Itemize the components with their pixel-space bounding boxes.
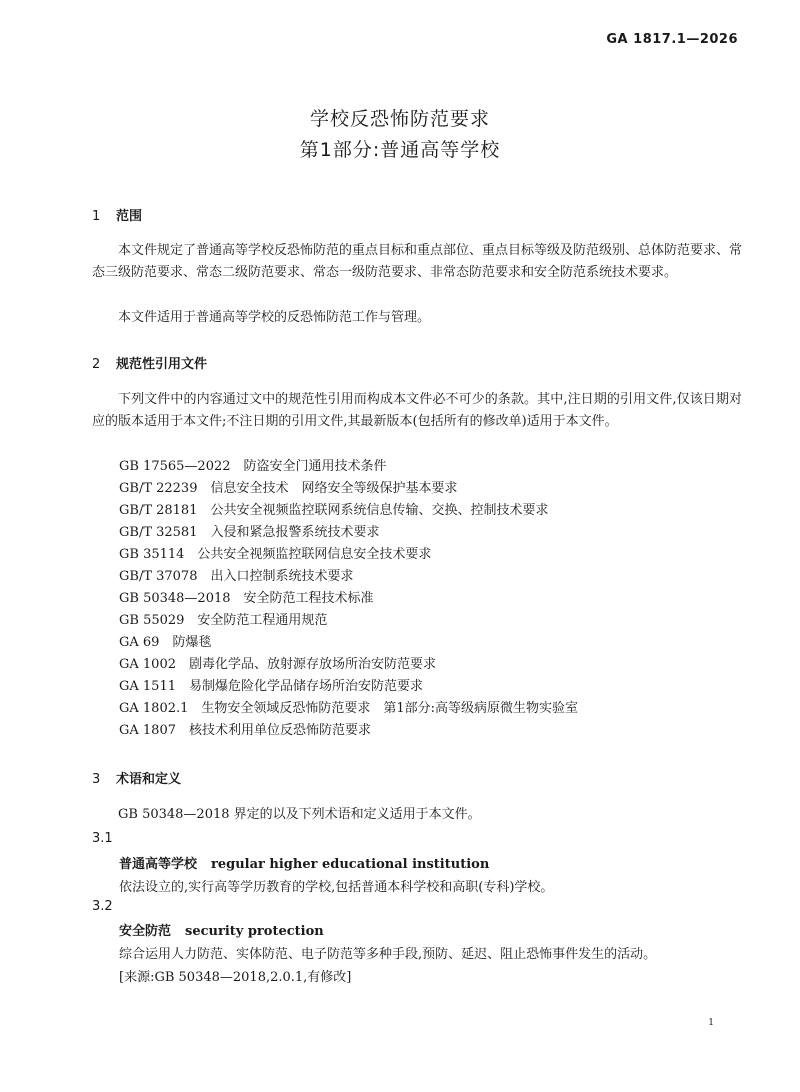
reference-item: GB 35114 公共安全视频监控联网信息安全技术要求: [119, 547, 432, 562]
section-title: 规范性引用文件: [116, 357, 208, 372]
terms-intro: GB 50348—2018 界定的以及下列术语和定义适用于本文件。: [118, 807, 481, 822]
reference-item: GB/T 32581 入侵和紧急报警系统技术要求: [119, 525, 380, 540]
term-zh: 普通高等学校: [119, 857, 198, 872]
reference-item: GB 17565—2022 防盗安全门通用技术条件: [119, 459, 387, 474]
scope-paragraph: 本文件规定了普通高等学校反恐怖防范的重点目标和重点部位、重点目标等级及防范级别、总体防范要求、常态三级防范要求、常态二级防范要求、常态一级防范要求、非常态防范要求和安全防范系统技术要求。: [92, 243, 743, 280]
section-title: 术语和定义: [116, 772, 182, 787]
reference-item: GB/T 28181 公共安全视频监控联网系统信息传输、交换、控制技术要求: [119, 503, 549, 518]
term-zh: 安全防范: [119, 924, 172, 939]
term-number: 3.2: [92, 899, 113, 914]
term-en: regular higher educational institution: [211, 857, 490, 872]
page-subtitle: 第1部分:普通高等学校: [299, 139, 501, 161]
term-definition: 综合运用人力防范、实体防范、电子防范等多种手段,预防、延迟、阻止恐怖事件发生的活动。: [119, 947, 657, 962]
section-number: 1: [92, 209, 101, 224]
term-heading: [119, 920, 324, 939]
section-title: 范围: [116, 209, 143, 224]
reference-item: GB/T 22239 信息安全技术 网络安全等级保护基本要求: [119, 481, 458, 496]
term-definition: 依法设立的,实行高等学历教育的学校,包括普通本科学校和高职(专科)学校。: [119, 880, 554, 895]
page-title: 学校反恐怖防范要求: [309, 108, 490, 130]
section-heading-references: [92, 353, 207, 372]
reference-item: GA 69 防爆毯: [119, 635, 212, 650]
term-heading: [119, 853, 489, 872]
term-number: 3.1: [92, 831, 113, 846]
term-source: [来源:GB 50348—2018,2.0.1,有修改]: [119, 970, 352, 985]
document-id: GA 1817.1—2026: [606, 32, 738, 47]
section-heading-scope: [92, 205, 142, 224]
reference-item: GA 1511 易制爆危险化学品储存场所治安防范要求: [119, 679, 423, 694]
term-en: security protection: [185, 924, 324, 939]
section-heading-terms: [92, 768, 181, 787]
page-number: 1: [708, 1018, 714, 1028]
reference-item: GA 1002 剧毒化学品、放射源存放场所治安防范要求: [119, 657, 436, 672]
reference-item: GB/T 37078 出入口控制系统技术要求: [119, 569, 354, 584]
reference-item: GA 1807 核技术利用单位反恐怖防范要求: [119, 723, 371, 738]
reference-item: GB 55029 安全防范工程通用规范: [119, 613, 328, 628]
reference-item: GA 1802.1 生物安全领域反恐怖防范要求 第1部分:高等级病原微生物实验室: [119, 701, 579, 716]
reference-item: GB 50348—2018 安全防范工程技术标准: [119, 591, 374, 606]
references-intro: 下列文件中的内容通过文中的规范性引用而构成本文件必不可少的条款。其中,注日期的引用文件,仅该日期对应的版本适用于本文件;不注日期的引用文件,其最新版本(包括所有的修改单)适用于本文件。: [92, 392, 742, 429]
scope-applicability: 本文件适用于普通高等学校的反恐怖防范工作与管理。: [118, 310, 431, 325]
section-number: 3: [92, 772, 101, 787]
section-number: 2: [92, 357, 101, 372]
